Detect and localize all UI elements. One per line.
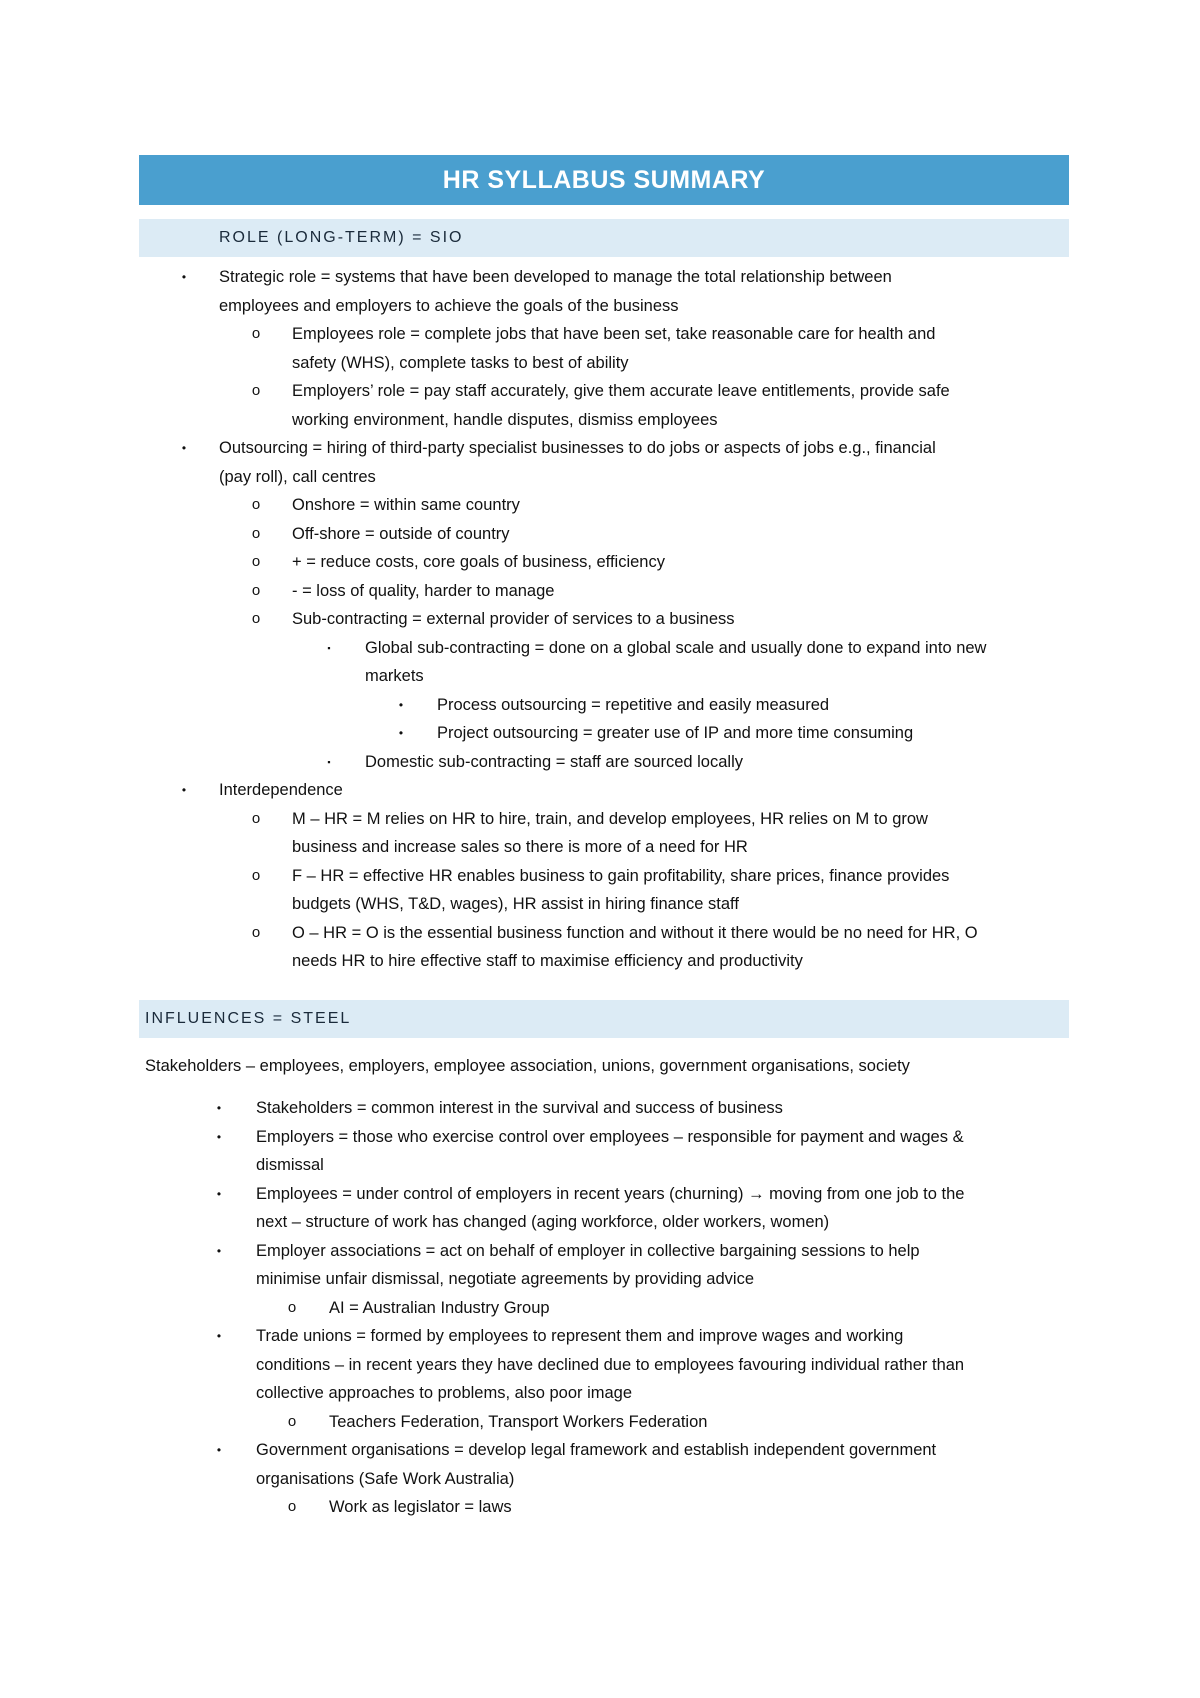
- list-item-text: Project outsourcing = greater use of IP and more time consuming: [437, 724, 914, 742]
- list-item-text: (pay roll), call centres: [219, 467, 376, 486]
- list-item-text: Sub-contracting = external provider of services to a business: [292, 610, 735, 628]
- list-item: [139, 1465, 1069, 1494]
- list-item-text: Strategic role = systems that have been developed to manage the total relationship between: [219, 268, 892, 286]
- influences-bullet-list: [139, 1094, 1069, 1522]
- list-item-text: - = loss of quality, harder to manage: [292, 581, 555, 600]
- list-item: [139, 1493, 1069, 1522]
- list-item-text: dismissal: [256, 1156, 324, 1174]
- list-item-text: Employers = those who exercise control over employees – responsible for payment and wages &: [256, 1127, 964, 1146]
- bullet-marker: o: [251, 382, 261, 399]
- list-item: [139, 406, 1069, 435]
- list-item: [139, 833, 1069, 862]
- list-item: [139, 520, 1069, 549]
- list-item: [139, 263, 1069, 292]
- list-item: [139, 1123, 1069, 1152]
- list-item-text: business and increase sales so there is more of a need for HR: [292, 838, 748, 856]
- list-item: [139, 292, 1069, 321]
- bullet-marker: o: [251, 581, 261, 599]
- list-item-text: Off-shore = outside of country: [292, 524, 510, 543]
- bullet-marker: ▪: [327, 642, 331, 653]
- list-item: [139, 377, 1069, 406]
- section-heading-role: ROLE (LONG-TERM) = SIO: [139, 219, 1069, 257]
- list-item-text: Onshore = within same country: [292, 496, 520, 514]
- stakeholders-intro: Stakeholders – employees, employers, employee association, unions, government organisations, society: [145, 1056, 910, 1075]
- list-item: [139, 919, 1069, 948]
- list-item: [139, 434, 1069, 463]
- bullet-marker: •: [216, 1243, 222, 1258]
- list-item: [139, 1151, 1069, 1180]
- list-item: [139, 1351, 1069, 1380]
- list-item: [139, 491, 1069, 520]
- list-item-text: Employees role = complete jobs that have been set, take reasonable care for health and: [292, 325, 936, 343]
- list-item: [139, 548, 1069, 577]
- list-item-text: Employers’ role = pay staff accurately, give them accurate leave entitlements, provide safe: [292, 382, 950, 400]
- list-item: [139, 1094, 1069, 1123]
- bullet-marker: o: [251, 866, 261, 884]
- list-item: [139, 719, 1069, 748]
- list-item: [139, 1265, 1069, 1294]
- bullet-marker: o: [251, 496, 261, 513]
- list-item-text: budgets (WHS, T&D, wages), HR assist in hiring finance staff: [292, 895, 739, 913]
- document-title: HR SYLLABUS SUMMARY: [139, 155, 1069, 205]
- list-item: [139, 320, 1069, 349]
- bullet-marker: o: [251, 524, 261, 542]
- list-item-text: Interdependence: [219, 781, 343, 799]
- list-item-text: next – structure of work has changed (aging workforce, older workers, women): [256, 1213, 830, 1231]
- list-item-text: organisations (Safe Work Australia): [256, 1469, 515, 1488]
- list-item-text: markets: [365, 667, 424, 685]
- list-item-text: Employees = under control of employers in recent years (churning) → moving from one job to the: [256, 1184, 965, 1203]
- list-item: [139, 605, 1069, 634]
- bullet-marker: •: [398, 726, 404, 740]
- bullet-marker: •: [181, 270, 187, 284]
- list-item: [139, 1294, 1069, 1323]
- list-item-text: Process outsourcing = repetitive and easily measured: [437, 695, 830, 714]
- list-item-text: conditions – in recent years they have declined due to employees favouring individual rather than: [256, 1355, 965, 1374]
- list-item-text: Employer associations = act on behalf of employer in collective bargaining sessions to help: [256, 1241, 920, 1260]
- bullet-marker: •: [181, 441, 187, 455]
- list-item-text: collective approaches to problems, also poor image: [256, 1384, 633, 1402]
- list-item-text: Teachers Federation, Transport Workers Federation: [329, 1412, 708, 1431]
- list-item-text: F – HR = effective HR enables business to gain profitability, share prices, finance provides: [292, 866, 950, 885]
- list-item-text: Government organisations = develop legal framework and establish independent government: [256, 1441, 937, 1459]
- list-item: [139, 890, 1069, 919]
- list-item: [139, 1180, 1069, 1209]
- bullet-marker: •: [216, 1443, 222, 1457]
- list-item-text: employees and employers to achieve the goals of the business: [219, 296, 679, 315]
- bullet-marker: o: [251, 923, 261, 941]
- list-item: [139, 1436, 1069, 1465]
- list-item-text: minimise unfair dismissal, negotiate agreements by providing advice: [256, 1270, 754, 1288]
- bullet-marker: •: [216, 1329, 222, 1343]
- list-item: [139, 463, 1069, 492]
- list-item-text: Domestic sub-contracting = staff are sourced locally: [365, 752, 743, 771]
- bullet-marker: o: [251, 553, 261, 570]
- list-item-text: M – HR = M relies on HR to hire, train, and develop employees, HR relies on M to grow: [292, 809, 928, 828]
- list-item: [139, 1322, 1069, 1351]
- list-item-text: O – HR = O is the essential business function and without it there would be no need for HR, O: [292, 923, 978, 942]
- list-item-text: AI = Australian Industry Group: [329, 1298, 550, 1317]
- list-item: [139, 1237, 1069, 1266]
- list-item: [139, 634, 1069, 663]
- list-item: [139, 691, 1069, 720]
- list-item-text: Stakeholders = common interest in the survival and success of business: [256, 1099, 783, 1117]
- bullet-marker: •: [398, 697, 404, 712]
- bullet-marker: •: [181, 783, 187, 797]
- bullet-marker: •: [216, 1129, 222, 1144]
- list-item: [139, 1408, 1069, 1437]
- role-bullet-list: [139, 263, 1069, 976]
- list-item-text: Trade unions = formed by employees to represent them and improve wages and working: [256, 1327, 904, 1345]
- bullet-marker: •: [216, 1186, 222, 1201]
- list-item: [139, 805, 1069, 834]
- list-item: [139, 862, 1069, 891]
- list-item-text: Work as legislator = laws: [329, 1498, 512, 1516]
- list-item: [139, 776, 1069, 805]
- list-item: [139, 1379, 1069, 1408]
- bullet-marker: o: [251, 610, 261, 627]
- list-item-text: + = reduce costs, core goals of business, efficiency: [292, 553, 665, 571]
- bullet-marker: ▪: [327, 756, 331, 767]
- list-item: [139, 748, 1069, 777]
- list-item: [139, 577, 1069, 606]
- bullet-marker: o: [287, 1498, 297, 1515]
- list-item: [139, 1208, 1069, 1237]
- document-page: [139, 155, 1069, 1522]
- list-item-text: working environment, handle disputes, dismiss employees: [292, 410, 718, 429]
- list-item-text: Outsourcing = hiring of third-party specialist businesses to do jobs or aspects of jobs e.g., financial: [219, 439, 936, 457]
- list-item-text: safety (WHS), complete tasks to best of ability: [292, 353, 629, 372]
- section-heading-influences: INFLUENCES = STEEL: [139, 1000, 1069, 1038]
- list-item: [139, 349, 1069, 378]
- bullet-marker: o: [287, 1298, 297, 1316]
- list-item: [139, 947, 1069, 976]
- list-item: [139, 662, 1069, 691]
- bullet-marker: •: [216, 1101, 222, 1115]
- bullet-marker: o: [287, 1412, 297, 1430]
- list-item-text: Global sub-contracting = done on a global scale and usually done to expand into new: [365, 638, 987, 657]
- bullet-marker: o: [251, 325, 261, 342]
- bullet-marker: o: [251, 809, 261, 827]
- list-item-text: needs HR to hire effective staff to maximise efficiency and productivity: [292, 952, 803, 970]
